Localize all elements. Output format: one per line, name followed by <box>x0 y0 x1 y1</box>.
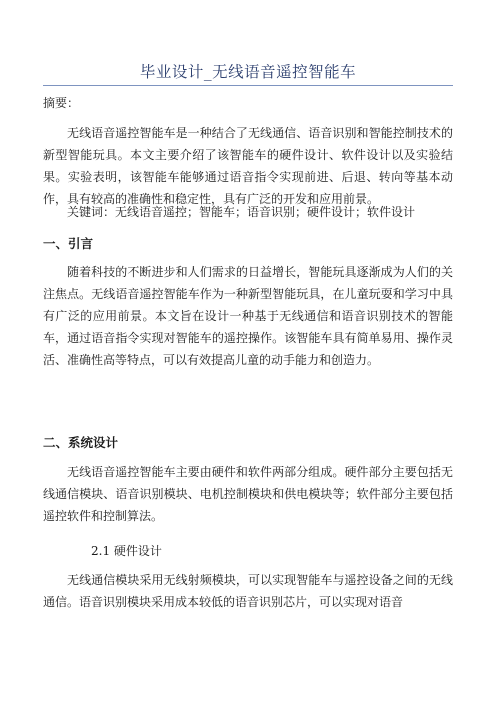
section-heading-introduction: 一、引言 <box>43 236 94 251</box>
title-underline <box>43 85 453 86</box>
abstract-label: 摘要： <box>43 96 80 110</box>
section-heading-system-design: 二、系统设计 <box>43 435 119 450</box>
system-design-paragraph: 无线语音遥控智能车主要由硬件和软件两部分组成。硬件部分主要包括无线通信模块、语音识别模块、电机控制模块和供电模块等；软件部分主要包括遥控软件和控制算法。 <box>43 465 453 523</box>
keywords-line: 关键词：无线语音遥控；智能车；语音识别；硬件设计；软件设计 <box>67 205 416 219</box>
abstract-paragraph: 无线语音遥控智能车是一种结合了无线通信、语音识别和智能控制技术的新型智能玩具。本文主要介绍了该智能车的硬件设计、软件设计以及实验结果。实验表明，该智能车能够通过语音指令实现前进、后退、转向等基本动作，具有较高的准确性和稳定性，具有广泛的开发和应用前景。 <box>43 126 453 206</box>
subsection-heading-hardware: 2.1 硬件设计 <box>91 544 162 558</box>
hardware-paragraph: 无线通信模块采用无线射频模块，可以实现智能车与遥控设备之间的无线通信。语音识别模块采用成本较低的语音识别芯片，可以实现对语音 <box>43 573 453 609</box>
document-title: 毕业设计_无线语音遥控智能车 <box>139 63 357 81</box>
introduction-paragraph: 随着科技的不断进步和人们需求的日益增长，智能玩具逐渐成为人们的关注焦点。无线语音遥控智能车作为一种新型智能玩具，在儿童玩耍和学习中具有广泛的应用前景。本文旨在设计一种基于无线通信和语音识别技术的智能车，通过语音指令实现对智能车的遥控操作。该智能车具有简单易用、操作灵活、准确性高等特点，可以有效提高儿童的动手能力和创造力。 <box>43 265 453 367</box>
